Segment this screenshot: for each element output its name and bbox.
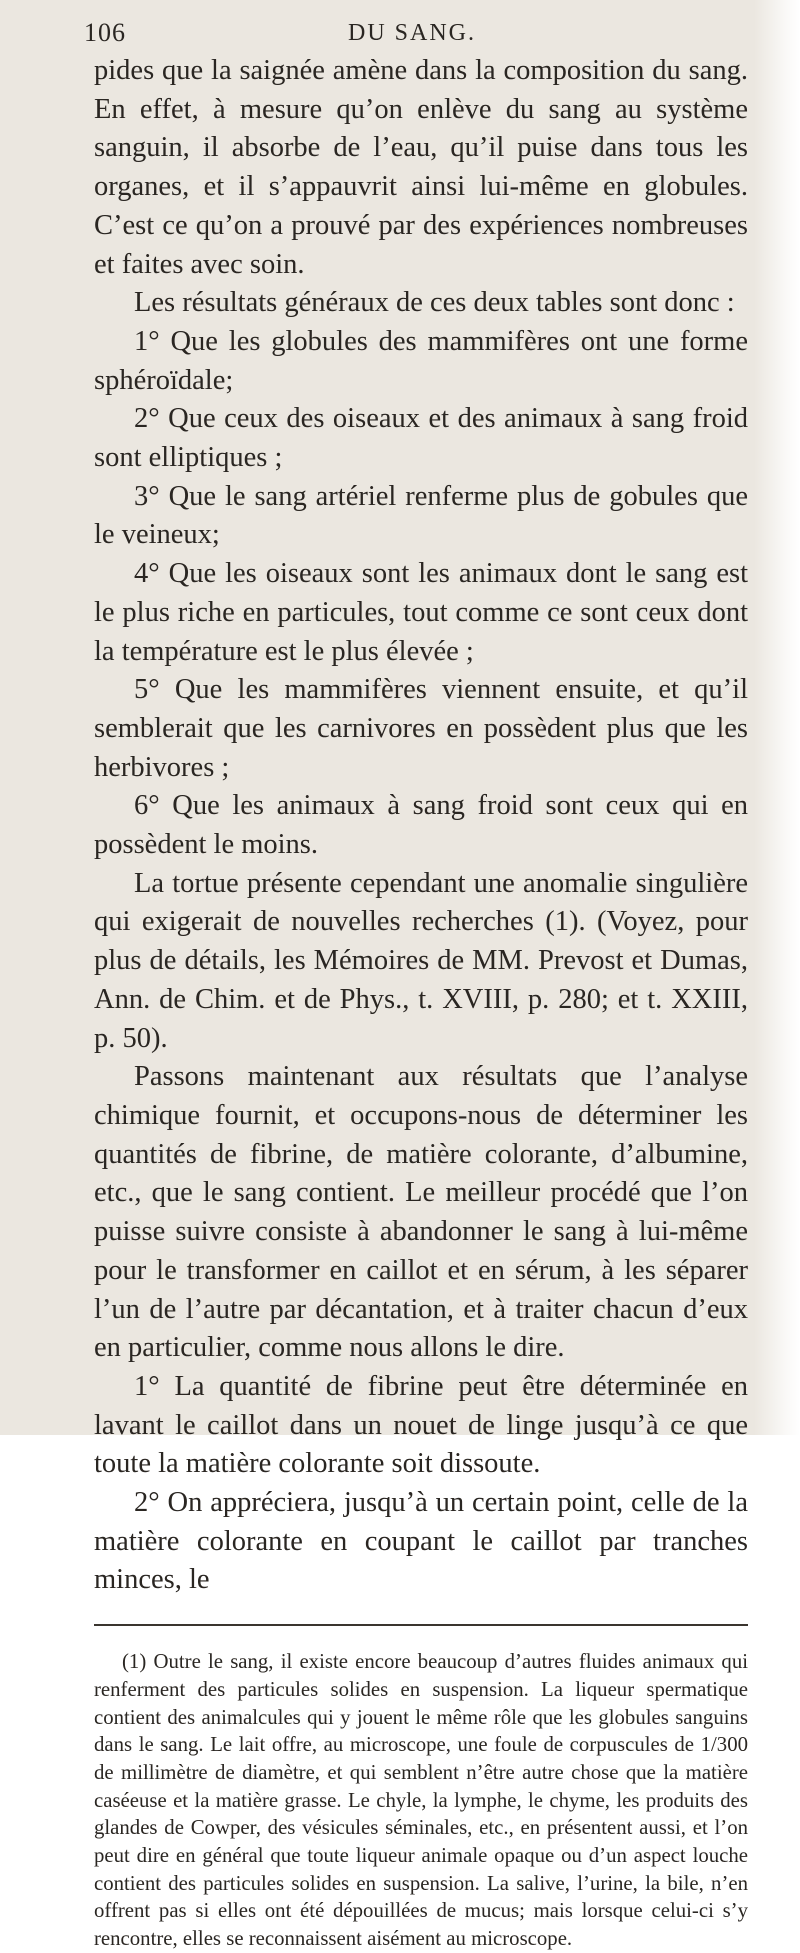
list-item: 5° Que les mammifères viennent ensuite, et qu’il semblerait que les carnivores en possèdent plus que les herbivores ; (94, 674, 748, 783)
list-item: 6° Que les animaux à sang froid sont ceux qui en possèdent le moins. (94, 790, 748, 861)
list-item: 1° Que les globules des mammifères ont une forme sphéroïdale; (94, 325, 748, 396)
body-text (94, 52, 748, 1600)
paragraph: La tortue présente cependant une anomalie singulière qui exigerait de nouvelles recherches (1). (Voyez, pour plus de détails, les Mémoires de MM. Prevost et Dumas, Ann. de Chim. et de Phys., t. XVIII, p. 280; et t. XXIII, p. 50). (94, 867, 748, 1054)
list-item: 4° Que les oiseaux sont les animaux dont le sang est le plus riche en particules, tout comme ce sont ceux dont la température est le plus élevée ; (94, 558, 748, 667)
footnote-text: (1) Outre le sang, il existe encore beaucoup d’autres fluides animaux qui renferment des particules solides en suspension. La liqueur spermatique contient des animalcules qui y jouent le même rôle que les globules sanguins dans le sang. Le lait offre, au microscope, une foule de corpuscules de 1/300 de millimètre de diamètre, et qui semblent n’être autre chose que la matière caséeuse et la matière grasse. Le chyle, la lymphe, le chyme, les produits des glandes de Cowper, des vésicules séminales, etc., en présentent aussi, et l’on peut dire en général que toute liqueur animale opaque ou d’un aspect louche contient des particules solides en suspension. La salive, l’urine, la bile, n’en offrent pas si elles ont été dépouillées de mucus; mais lorsque celui-ci s’y rencontre, elles se reconnaissent aisément au microscope. (94, 1650, 748, 1951)
paragraph: Les résultats généraux de ces deux tables sont donc : (134, 287, 735, 319)
list-item: 2° Que ceux des oiseaux et des animaux à sang froid sont elliptiques ; (94, 403, 748, 474)
page-header (84, 16, 748, 52)
footnote-divider (94, 1624, 748, 1626)
list-item: 2° On appréciera, jusqu’à un certain point, celle de la matière colorante en coupant le caillot par tranches minces, le (94, 1487, 748, 1596)
paragraph: pides que la saignée amène dans la composition du sang. En effet, à mesure qu’on enlève du sang au système sanguin, il absorbe de l’eau, qu’il puise dans tous les organes, et il s’appauvrit ainsi lui-même en globules. C’est ce qu’on a prouvé par des expériences nombreuses et faites avec soin. (94, 55, 748, 280)
running-head: DU SANG. (348, 20, 477, 46)
paragraph: Passons maintenant aux résultats que l’analyse chimique fournit, et occupons-nous de déterminer les quantités de fibrine, de matière colorante, d’albumine, etc., que le sang contient. Le meilleur procédé que l’on puisse suivre consiste à abandonner le sang à lui-même pour le transformer en caillot et en sérum, à les séparer l’un de l’autre par décantation, et à traiter chacun d’eux en particulier, comme nous allons le dire. (94, 1061, 748, 1364)
page-number: 106 (84, 18, 126, 47)
footnote (94, 1648, 748, 1953)
list-item: 1° La quantité de fibrine peut être déterminée en lavant le caillot dans un nouet de linge jusqu’à ce que toute la matière colorante soit dissoute. (94, 1370, 748, 1480)
list-item: 3° Que le sang artériel renferme plus de gobules que le veineux; (94, 480, 748, 551)
